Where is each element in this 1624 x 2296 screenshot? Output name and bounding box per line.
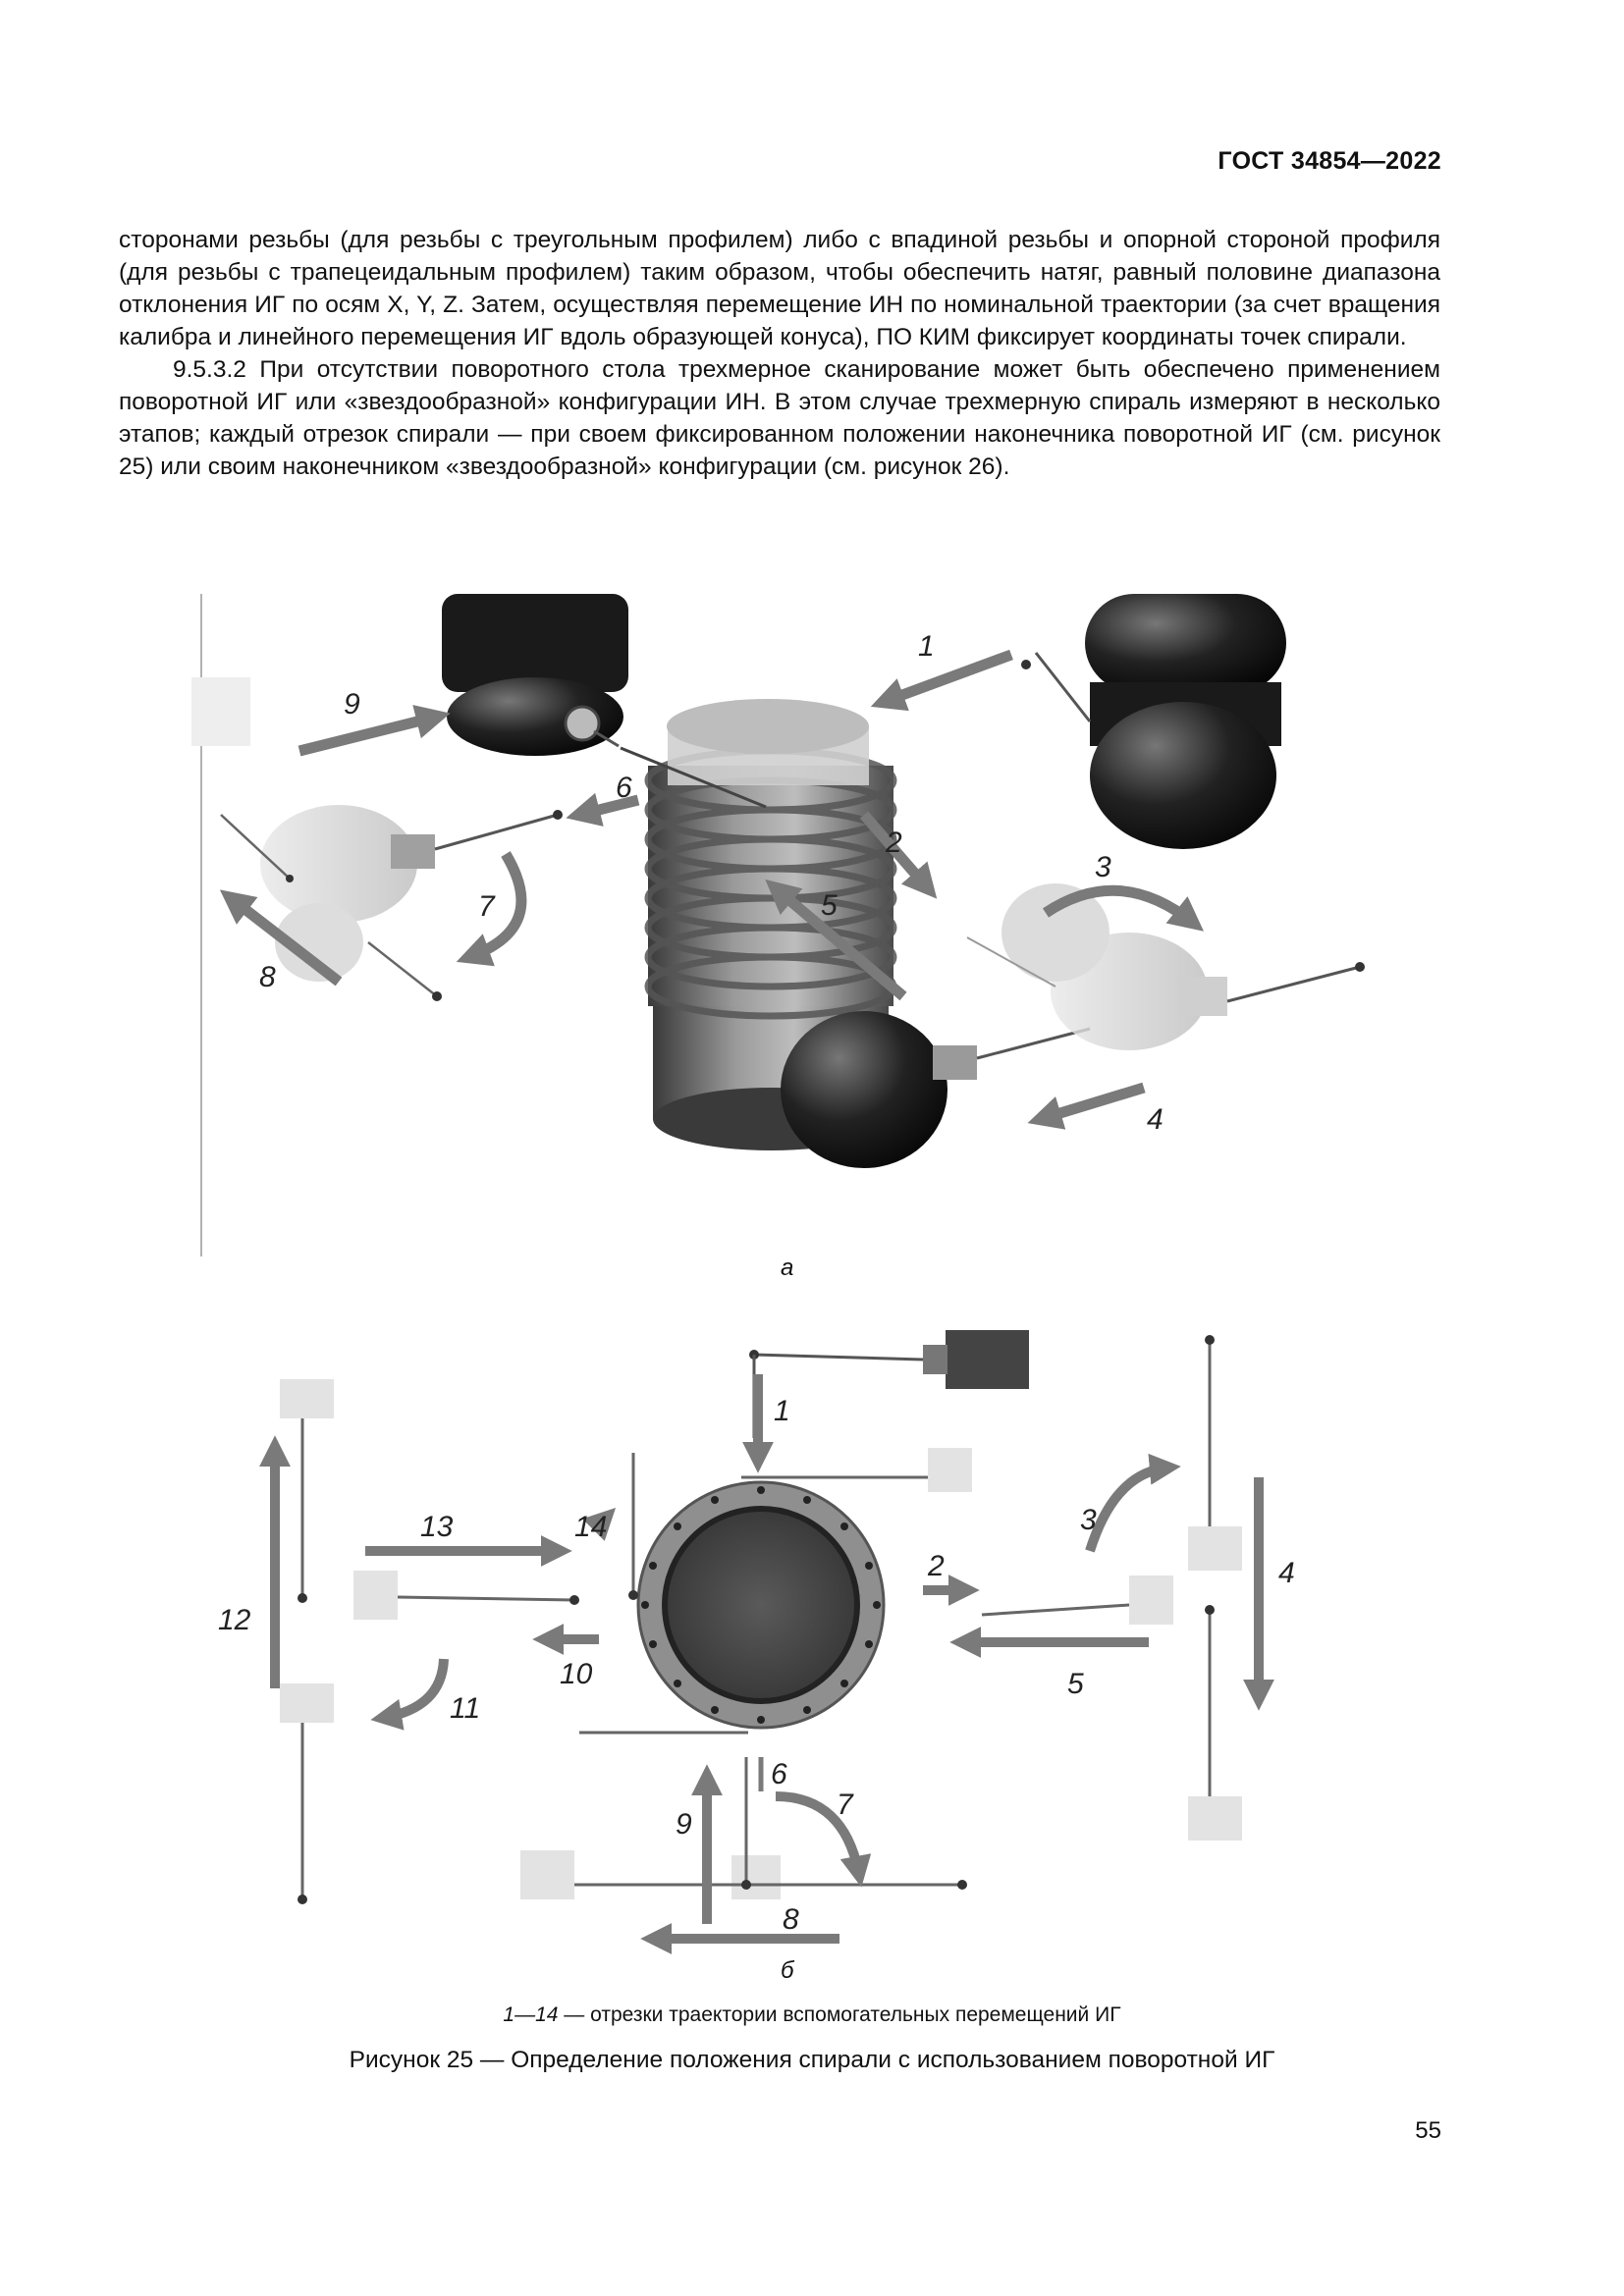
fig-b-label-6: 6 xyxy=(771,1758,787,1790)
fig-b-label-13: 13 xyxy=(420,1511,454,1543)
fig-a-label-5: 5 xyxy=(821,889,838,922)
fig-b-label-14: 14 xyxy=(574,1511,608,1543)
fig-a-label-7: 7 xyxy=(478,890,495,923)
fig-b-label-5: 5 xyxy=(1067,1668,1084,1700)
figure-caption: Рисунок 25 — Определение положения спирали с использованием поворотной ИГ xyxy=(349,2047,1275,2073)
fig-b-label-4: 4 xyxy=(1278,1557,1295,1589)
fig-a-label-8: 8 xyxy=(259,961,276,993)
fig-b-label-1: 1 xyxy=(774,1395,790,1427)
fig-b-label-2: 2 xyxy=(928,1550,945,1582)
fig-b-label-3: 3 xyxy=(1080,1504,1097,1536)
fig-a-label-6: 6 xyxy=(616,772,632,804)
paragraph-continuation: сторонами резьбы (для резьбы с треугольным профилем) либо с впадиной резьбы и опорной стороной профиля (для резьбы с трапецеидальным профилем) таким образом, чтобы обеспечить натяг, равный половине диапазона отклонения ИГ по осям X, Y, Z. Затем, осуществляя перемещение ИН по номинальной траектории (за счет вращения калибра и линейного перемещения ИГ вдоль образующей конуса), ПО КИМ фиксирует координаты точек спирали. xyxy=(119,227,1440,350)
fig-b-label-7: 7 xyxy=(837,1789,853,1821)
page-number: 55 xyxy=(1415,2117,1441,2144)
fig-a-label-1: 1 xyxy=(918,630,935,663)
figure-a-sublabel: а xyxy=(781,1255,794,1281)
fig-b-label-11: 11 xyxy=(450,1692,481,1725)
fig-b-label-9: 9 xyxy=(676,1808,692,1841)
gauge-top-view xyxy=(638,1482,884,1728)
document-header: ГОСТ 34854—2022 xyxy=(1218,147,1441,175)
fig-a-label-2: 2 xyxy=(886,827,902,859)
legend-text: — отрезки траектории вспомогательных перемещений ИГ xyxy=(558,2003,1121,2026)
figure-legend xyxy=(0,2003,1624,2027)
fig-a-label-3: 3 xyxy=(1095,851,1111,883)
fig-b-label-8: 8 xyxy=(783,1903,799,1936)
fig-a-label-4: 4 xyxy=(1147,1103,1164,1136)
fig-b-label-12: 12 xyxy=(218,1604,251,1636)
paragraph-9-5-3-2: 9.5.3.2 При отсутствии поворотного стола трехмерное сканирование может быть обеспечено применением поворотной ИГ или «звездообразной» конфигурации ИН. В этом случае трехмерную спираль измеряют в несколько этапов; каждый отрезок спирали — при своем фиксированном положении наконечника поворотной ИГ (см. рисунок 25) или своим наконечником «звездообразной» конфигурации (см. рисунок 26). xyxy=(119,356,1440,480)
fig-b-label-10: 10 xyxy=(560,1658,593,1690)
figure-b-sublabel: б xyxy=(781,1957,794,1984)
fig-a-label-9: 9 xyxy=(344,688,360,721)
legend-range: 1—14 xyxy=(503,2003,559,2026)
